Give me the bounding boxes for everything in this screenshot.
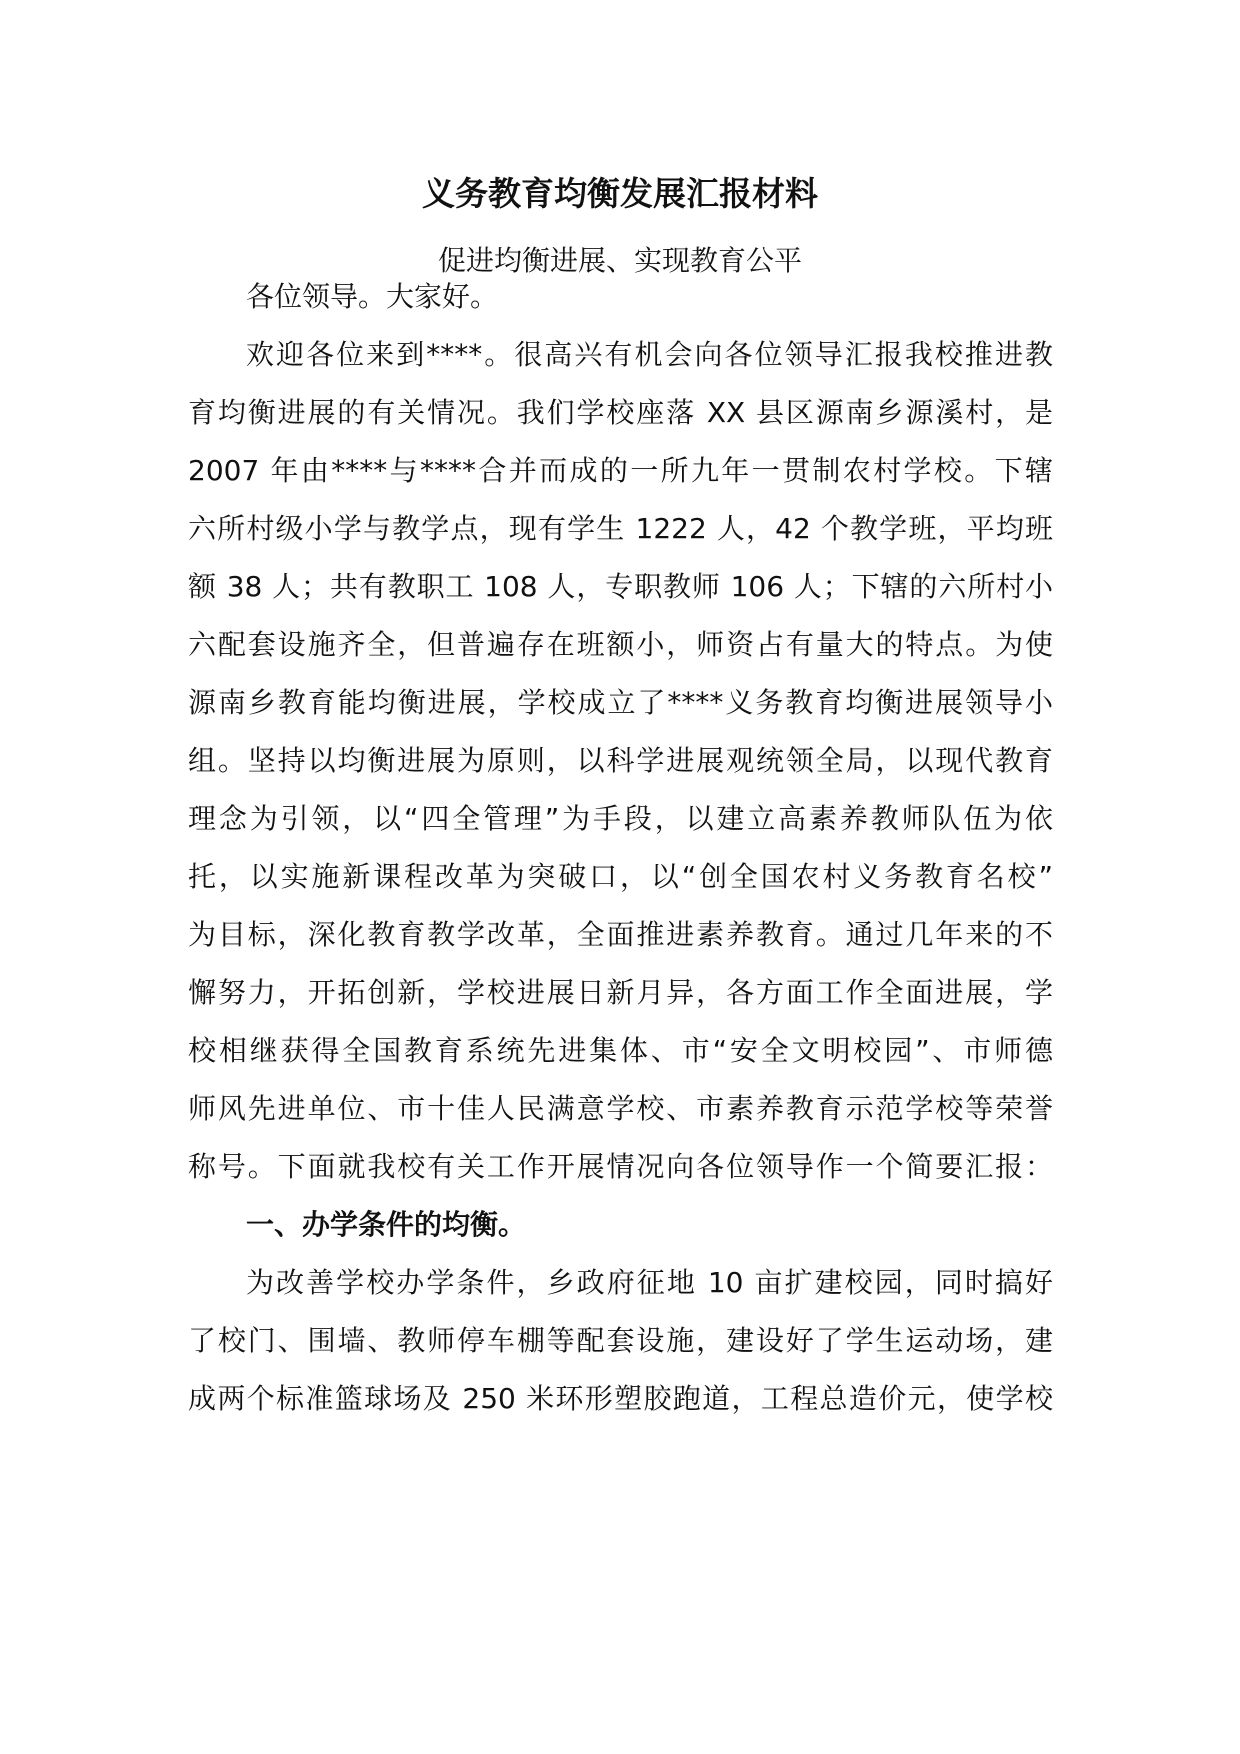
greeting-line: 各位领导。大家好。	[246, 280, 499, 313]
paragraph-line: 校相继获得全国教育系统先进集体、市“安全文明校园”、市师德	[188, 1034, 1053, 1067]
paragraph-line: 成两个标准篮球场及 250 米环形塑胶跑道，工程总造价元，使学校	[188, 1382, 1053, 1415]
paragraph-line: 为改善学校办学条件，乡政府征地 10 亩扩建校园，同时搞好	[246, 1266, 1053, 1299]
paragraph-line: 了校门、围墙、教师停车棚等配套设施，建设好了学生运动场，建	[188, 1324, 1053, 1357]
paragraph-line: 六所村级小学与教学点，现有学生 1222 人，42 个教学班，平均班	[188, 512, 1053, 545]
paragraph-line: 组。坚持以均衡进展为原则，以科学进展观统领全局，以现代教育	[188, 744, 1053, 777]
document-title: 义务教育均衡发展汇报材料	[422, 174, 818, 213]
section-heading: 一、办学条件的均衡。	[246, 1208, 527, 1241]
paragraph-line: 称号。下面就我校有关工作开展情况向各位领导作一个简要汇报：	[188, 1150, 1053, 1183]
paragraph-line: 托，以实施新课程改革为突破口，以“创全国农村义务教育名校”	[188, 860, 1053, 893]
paragraph-line: 理念为引领，以“四全管理”为手段，以建立高素养教师队伍为依	[188, 802, 1053, 835]
paragraph-line: 育均衡进展的有关情况。我们学校座落 XX 县区源南乡源溪村，是	[188, 396, 1053, 429]
paragraph-line: 2007 年由****与****合并而成的一所九年一贯制农村学校。下辖	[188, 454, 1053, 487]
paragraph-line: 师风先进单位、市十佳人民满意学校、市素养教育示范学校等荣誉	[188, 1092, 1053, 1125]
paragraph-line: 为目标，深化教育教学改革，全面推进素养教育。通过几年来的不	[188, 918, 1053, 951]
paragraph-line: 源南乡教育能均衡进展，学校成立了****义务教育均衡进展领导小	[188, 686, 1053, 719]
paragraph-line: 额 38 人；共有教职工 108 人，专职教师 106 人；下辖的六所村小	[188, 570, 1053, 603]
paragraph-line: 欢迎各位来到****。很高兴有机会向各位领导汇报我校推进教	[246, 338, 1053, 371]
document-subtitle: 促进均衡进展、实现教育公平	[437, 244, 802, 277]
paragraph-line: 懈努力，开拓创新，学校进展日新月异，各方面工作全面进展，学	[188, 976, 1053, 1009]
paragraph-line: 六配套设施齐全，但普遍存在班额小，师资占有量大的特点。为使	[188, 628, 1053, 661]
